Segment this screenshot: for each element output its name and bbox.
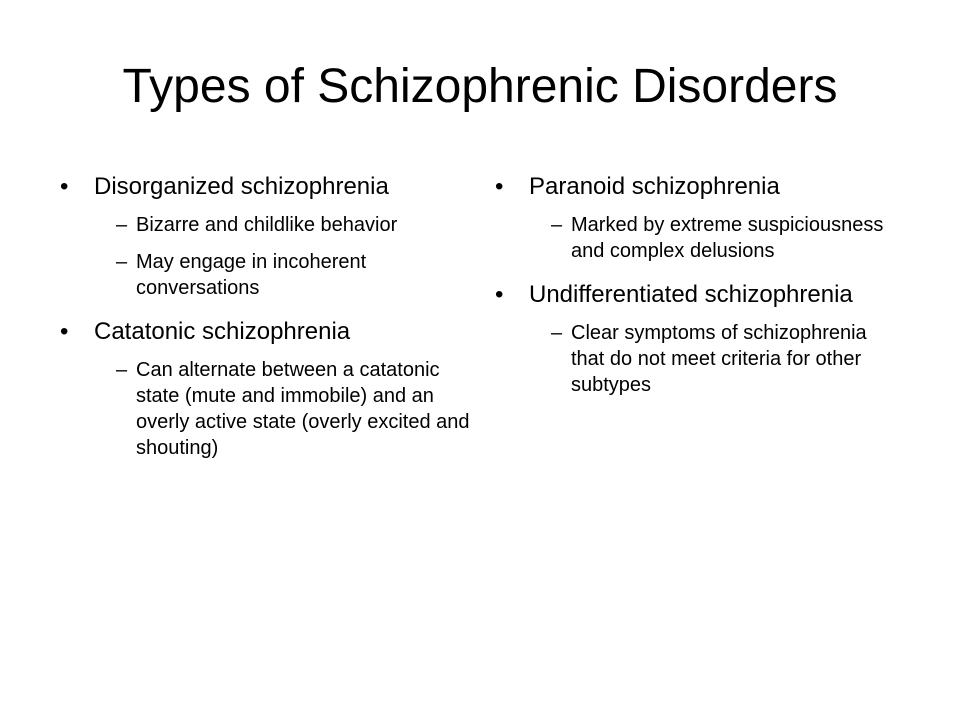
sub-text: Clear symptoms of schizophrenia that do not meet criteria for other subtypes bbox=[571, 322, 867, 396]
bullet-heading: Disorganized schizophrenia bbox=[94, 173, 389, 200]
bullet-icon: • bbox=[60, 318, 69, 345]
bullet-heading: Catatonic schizophrenia bbox=[94, 318, 351, 345]
sub-item bbox=[60, 357, 470, 461]
bullet-paranoid bbox=[495, 170, 905, 204]
sub-item bbox=[495, 320, 905, 398]
sub-list bbox=[60, 357, 470, 461]
left-column bbox=[60, 170, 470, 475]
right-column bbox=[495, 170, 905, 412]
sub-list bbox=[495, 320, 905, 398]
sub-item bbox=[60, 249, 470, 301]
dash-icon: – bbox=[551, 214, 563, 236]
bullet-heading: Undifferentiated schizophrenia bbox=[529, 281, 853, 308]
dash-icon: – bbox=[551, 322, 563, 344]
bullet-undifferentiated bbox=[495, 278, 905, 312]
dash-icon: – bbox=[116, 214, 128, 236]
bullet-heading: Paranoid schizophrenia bbox=[529, 173, 780, 200]
bullet-disorganized bbox=[60, 170, 470, 204]
dash-icon: – bbox=[116, 359, 128, 381]
sub-item bbox=[60, 212, 470, 238]
sub-item bbox=[495, 212, 905, 264]
sub-list bbox=[60, 212, 470, 301]
dash-icon: – bbox=[116, 251, 128, 273]
slide-title: Types of Schizophrenic Disorders bbox=[122, 60, 838, 113]
sub-text: Marked by extreme suspiciousness and complex delusions bbox=[571, 214, 884, 262]
sub-list bbox=[495, 212, 905, 264]
bullet-icon: • bbox=[60, 173, 69, 200]
bullet-icon: • bbox=[495, 281, 504, 308]
sub-text: Bizarre and childlike behavior bbox=[136, 214, 398, 236]
sub-text: Can alternate between a catatonic state (mute and immobile) and an overly active state (overly excited and shouting) bbox=[136, 359, 470, 459]
sub-text: May engage in incoherent conversations bbox=[136, 251, 367, 299]
bullet-icon: • bbox=[495, 173, 504, 200]
bullet-catatonic bbox=[60, 315, 470, 349]
